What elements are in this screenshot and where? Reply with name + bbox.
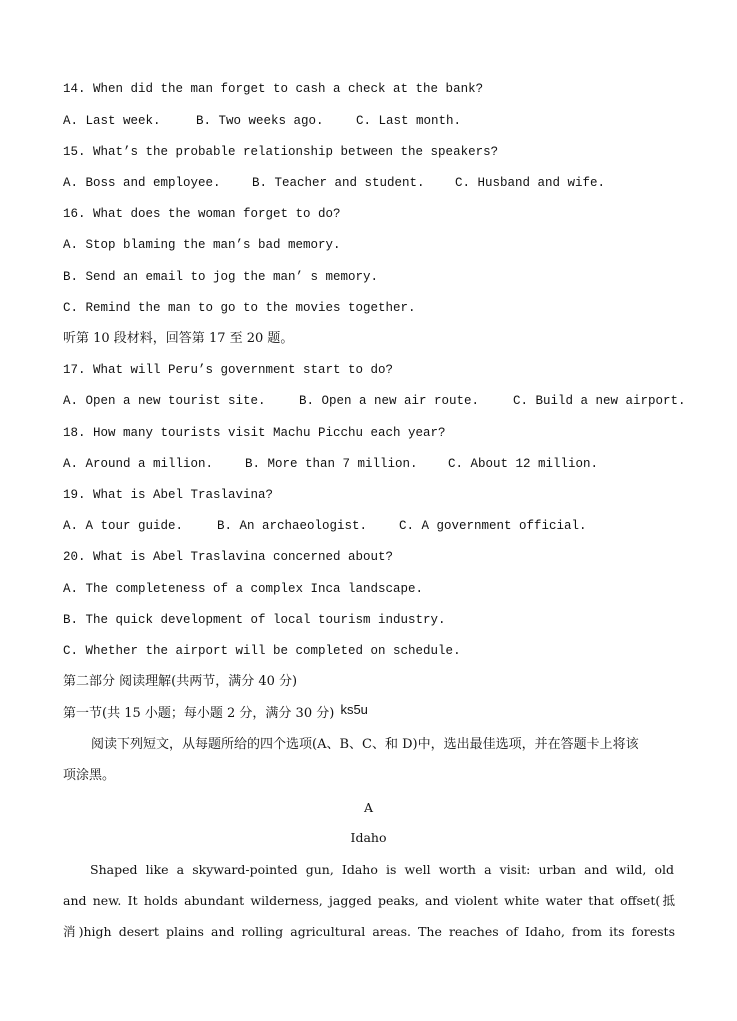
option-17-c: C. Build a new airport. (513, 394, 686, 408)
question-20: 20. What is Abel Traslavina concerned about? (63, 550, 394, 564)
question-16: 16. What does the woman forget to do? (63, 207, 341, 221)
option-16-c: C. Remind the man to go to the movies together. (63, 301, 416, 315)
option-14-c: C. Last month. (356, 114, 462, 128)
instruction-line-2: 项涂黑。 (63, 768, 116, 783)
section-note: 听第 10 段材料，回答第 17 至 20 题。 (63, 331, 294, 346)
option-20-a: A. The completeness of a complex Inca landscape. (63, 582, 424, 596)
option-14-a: A. Last week. (63, 114, 161, 128)
option-18-b: B. More than 7 million. (245, 457, 418, 471)
option-20-c: C. Whether the airport will be completed on schedule. (63, 644, 461, 658)
passage-letter: A (363, 800, 374, 815)
options-15 (63, 175, 605, 191)
section1-heading: 第一节(共 15 小题；每小题 2 分，满分 30 分) (63, 706, 335, 721)
option-20-b: B. The quick development of local tourism industry. (63, 613, 446, 627)
option-17-b: B. Open a new air route. (299, 394, 480, 408)
question-19: 19. What is Abel Traslavina? (63, 488, 274, 502)
question-18: 18. How many tourists visit Machu Picchu each year? (63, 426, 446, 440)
options-19 (63, 518, 587, 534)
option-19-c: C. A government official. (399, 519, 587, 533)
option-19-a: A. A tour guide. (63, 519, 184, 533)
option-15-c: C. Husband and wife. (455, 176, 606, 190)
question-15: 15. What’s the probable relationship between the speakers? (63, 145, 499, 159)
option-15-b: B. Teacher and student. (252, 176, 425, 190)
question-14: 14. When did the man forget to cash a check at the bank? (63, 82, 484, 96)
option-18-c: C. About 12 million. (448, 457, 599, 471)
option-19-b: B. An archaeologist. (217, 519, 368, 533)
option-16-b: B. Send an email to jog the man’ s memory. (63, 270, 379, 284)
passage-line-2: and new. It holds abundant wilderness, jagged peaks, and violent white water that offset(抵 (63, 893, 675, 908)
question-17: 17. What will Peru’s government start to do? (63, 363, 394, 377)
option-14-b: B. Two weeks ago. (196, 114, 324, 128)
options-17 (63, 393, 686, 409)
option-15-a: A. Boss and employee. (63, 176, 221, 190)
section1-heading-row (63, 702, 368, 722)
passage-line-1: Shaped like a skyward-pointed gun, Idaho is well worth a visit: urban and wild, old (90, 862, 674, 877)
passage-line-3: 消)high desert plains and rolling agricultural areas. The reaches of Idaho, from its forests (63, 924, 675, 939)
option-16-a: A. Stop blaming the man’s bad memory. (63, 238, 341, 252)
ks5u-mark: ks5u (340, 702, 368, 717)
option-18-a: A. Around a million. (63, 457, 214, 471)
part2-heading: 第二部分 阅读理解(共两节，满分 40 分) (63, 674, 298, 689)
instruction-line-1: 阅读下列短文，从每题所给的四个选项(A、B、C、和 D)中，选出最佳选项，并在答题卡上将该 (91, 737, 639, 752)
options-18 (63, 456, 598, 472)
option-17-a: A. Open a new tourist site. (63, 394, 266, 408)
passage-title: Idaho (350, 830, 387, 845)
options-14 (63, 113, 461, 129)
